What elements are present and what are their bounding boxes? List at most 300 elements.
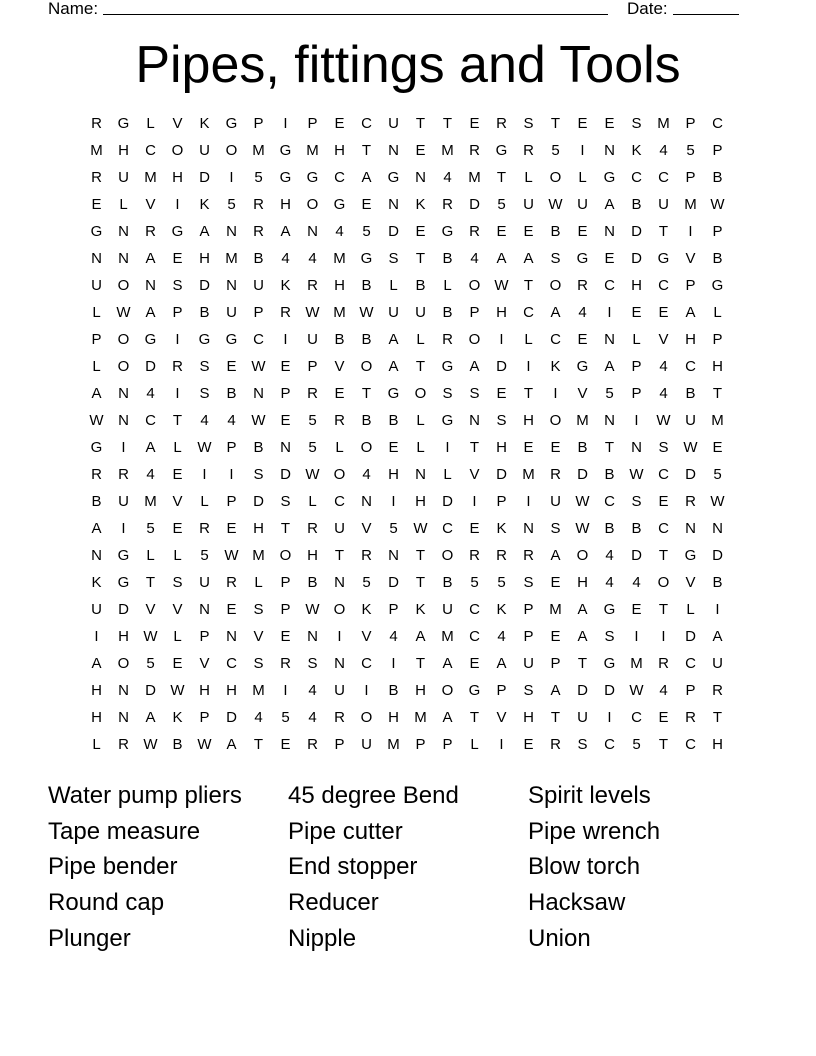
- grid-letter: P: [712, 223, 723, 240]
- grid-letter: G: [711, 277, 724, 294]
- grid-letter: U: [577, 709, 588, 726]
- grid-letter: P: [550, 655, 561, 672]
- grid-letter: V: [361, 628, 372, 645]
- grid-letter: O: [414, 385, 427, 402]
- grid-letter: N: [118, 412, 129, 429]
- grid-letter: V: [253, 628, 264, 645]
- grid-letter: P: [91, 331, 102, 348]
- grid-letter: W: [656, 412, 671, 429]
- grid-row: [83, 653, 731, 680]
- grid-letter: V: [172, 601, 183, 618]
- date-label: Date:: [627, 0, 668, 18]
- grid-letter: T: [712, 385, 723, 402]
- grid-letter: L: [632, 331, 641, 348]
- grid-letter: E: [469, 655, 480, 672]
- grid-letter: G: [576, 250, 589, 267]
- grid-row: [83, 329, 731, 356]
- grid-letter: E: [280, 736, 291, 753]
- grid-letter: W: [89, 412, 104, 429]
- grid-letter: P: [199, 709, 210, 726]
- grid-letter: U: [442, 601, 453, 618]
- grid-letter: B: [226, 385, 237, 402]
- grid-letter: G: [576, 358, 589, 375]
- grid-letter: S: [604, 628, 615, 645]
- grid-letter: P: [469, 304, 480, 321]
- grid-row: [83, 383, 731, 410]
- grid-letter: R: [280, 655, 291, 672]
- grid-letter: R: [307, 277, 318, 294]
- grid-letter: L: [524, 169, 533, 186]
- grid-letter: A: [712, 628, 723, 645]
- word-column: [528, 780, 768, 958]
- grid-letter: H: [712, 736, 723, 753]
- grid-row: [83, 356, 731, 383]
- grid-letter: I: [202, 466, 207, 483]
- grid-row: [83, 572, 731, 599]
- grid-letter: H: [388, 466, 399, 483]
- grid-letter: E: [658, 304, 669, 321]
- grid-letter: 5: [227, 196, 236, 213]
- grid-letter: T: [658, 223, 669, 240]
- grid-letter: 4: [308, 682, 317, 699]
- grid-letter: E: [172, 520, 183, 537]
- grid-letter: 5: [497, 196, 506, 213]
- grid-letter: T: [415, 655, 426, 672]
- grid-letter: C: [361, 655, 372, 672]
- grid-letter: 5: [497, 574, 506, 591]
- grid-letter: P: [685, 682, 696, 699]
- grid-letter: U: [334, 682, 345, 699]
- grid-letter: M: [549, 601, 562, 618]
- grid-letter: B: [253, 439, 264, 456]
- grid-letter: I: [94, 628, 99, 645]
- grid-letter: V: [172, 115, 183, 132]
- grid-letter: G: [603, 601, 616, 618]
- grid-letter: N: [388, 196, 399, 213]
- grid-letter: E: [523, 223, 534, 240]
- grid-letter: V: [658, 331, 669, 348]
- grid-letter: E: [496, 223, 507, 240]
- grid-letter: 5: [551, 142, 560, 159]
- grid-letter: T: [577, 655, 588, 672]
- grid-letter: G: [171, 223, 184, 240]
- grid-letter: G: [198, 331, 211, 348]
- grid-letter: W: [170, 682, 185, 699]
- grid-letter: K: [496, 601, 507, 618]
- grid-letter: O: [549, 169, 562, 186]
- grid-letter: L: [200, 493, 209, 510]
- grid-letter: T: [712, 709, 723, 726]
- grid-letter: 4: [227, 412, 236, 429]
- grid-letter: 5: [200, 547, 209, 564]
- grid-letter: R: [361, 547, 372, 564]
- grid-letter: K: [172, 709, 183, 726]
- grid-letter: P: [226, 439, 237, 456]
- grid-letter: C: [685, 736, 696, 753]
- grid-letter: S: [496, 412, 507, 429]
- grid-letter: L: [578, 169, 587, 186]
- grid-letter: P: [496, 682, 507, 699]
- grid-letter: E: [91, 196, 102, 213]
- grid-letter: N: [91, 547, 102, 564]
- grid-row: [83, 140, 731, 167]
- grid-letter: P: [685, 115, 696, 132]
- grid-letter: 4: [146, 466, 155, 483]
- grid-letter: S: [631, 115, 642, 132]
- grid-letter: S: [253, 655, 264, 672]
- grid-letter: C: [685, 358, 696, 375]
- grid-letter: D: [199, 277, 210, 294]
- grid-letter: A: [145, 709, 156, 726]
- grid-letter: P: [280, 574, 291, 591]
- grid-letter: U: [658, 196, 669, 213]
- date-blank-line[interactable]: [673, 14, 739, 15]
- grid-letter: L: [173, 628, 182, 645]
- grid-letter: W: [143, 628, 158, 645]
- grid-letter: N: [604, 142, 615, 159]
- grid-letter: T: [442, 115, 453, 132]
- grid-letter: R: [469, 547, 480, 564]
- grid-letter: N: [118, 709, 129, 726]
- grid-letter: W: [629, 466, 644, 483]
- grid-row: [83, 599, 731, 626]
- grid-letter: N: [280, 439, 291, 456]
- grid-letter: P: [307, 115, 318, 132]
- grid-letter: R: [334, 412, 345, 429]
- grid-letter: U: [523, 196, 534, 213]
- grid-letter: E: [388, 439, 399, 456]
- grid-letter: L: [92, 736, 101, 753]
- grid-letter: H: [334, 142, 345, 159]
- grid-letter: W: [197, 439, 212, 456]
- grid-letter: G: [360, 250, 373, 267]
- grid-letter: B: [253, 250, 264, 267]
- grid-letter: O: [171, 142, 184, 159]
- grid-letter: E: [469, 520, 480, 537]
- grid-letter: R: [496, 547, 507, 564]
- grid-letter: R: [307, 385, 318, 402]
- grid-letter: W: [710, 493, 725, 510]
- grid-letter: E: [550, 574, 561, 591]
- grid-letter: V: [199, 655, 210, 672]
- grid-letter: I: [229, 169, 234, 186]
- grid-letter: 4: [362, 466, 371, 483]
- grid-row: [83, 707, 731, 734]
- grid-letter: H: [712, 358, 723, 375]
- grid-letter: H: [253, 520, 264, 537]
- grid-letter: H: [307, 547, 318, 564]
- grid-letter: R: [280, 304, 291, 321]
- grid-letter: H: [91, 709, 102, 726]
- grid-letter: T: [415, 115, 426, 132]
- grid-letter: B: [388, 412, 399, 429]
- grid-letter: A: [91, 385, 102, 402]
- grid-letter: C: [253, 331, 264, 348]
- grid-letter: L: [443, 466, 452, 483]
- grid-letter: B: [307, 574, 318, 591]
- grid-letter: E: [280, 628, 291, 645]
- grid-letter: E: [604, 115, 615, 132]
- grid-letter: 4: [578, 304, 587, 321]
- grid-letter: B: [631, 520, 642, 537]
- grid-letter: O: [549, 277, 562, 294]
- grid-letter: 5: [308, 439, 317, 456]
- grid-letter: R: [307, 736, 318, 753]
- grid-letter: K: [415, 196, 426, 213]
- grid-letter: K: [199, 196, 210, 213]
- grid-letter: B: [388, 682, 399, 699]
- grid-letter: M: [630, 655, 643, 672]
- grid-letter: E: [469, 115, 480, 132]
- grid-letter: M: [468, 169, 481, 186]
- grid-letter: H: [523, 709, 534, 726]
- grid-letter: O: [360, 358, 373, 375]
- grid-letter: D: [577, 466, 588, 483]
- grid-letter: O: [360, 709, 373, 726]
- grid-letter: W: [359, 304, 374, 321]
- grid-letter: P: [631, 358, 642, 375]
- grid-letter: S: [631, 493, 642, 510]
- grid-letter: M: [684, 196, 697, 213]
- grid-letter: U: [118, 169, 129, 186]
- grid-letter: L: [470, 736, 479, 753]
- grid-letter: I: [634, 628, 639, 645]
- grid-letter: 5: [362, 574, 371, 591]
- grid-letter: M: [387, 736, 400, 753]
- grid-letter: S: [199, 385, 210, 402]
- grid-letter: I: [121, 520, 126, 537]
- grid-letter: C: [442, 520, 453, 537]
- grid-letter: S: [523, 682, 534, 699]
- grid-letter: D: [496, 358, 507, 375]
- grid-letter: R: [685, 493, 696, 510]
- grid-letter: E: [226, 358, 237, 375]
- grid-letter: A: [604, 358, 615, 375]
- grid-letter: P: [523, 628, 534, 645]
- grid-letter: B: [91, 493, 102, 510]
- grid-letter: I: [499, 736, 504, 753]
- grid-letter: V: [145, 601, 156, 618]
- grid-letter: L: [443, 277, 452, 294]
- grid-letter: G: [306, 169, 319, 186]
- grid-letter: 4: [254, 709, 263, 726]
- grid-letter: D: [226, 709, 237, 726]
- grid-letter: U: [91, 277, 102, 294]
- grid-letter: N: [118, 250, 129, 267]
- grid-letter: D: [469, 196, 480, 213]
- grid-letter: T: [145, 574, 156, 591]
- grid-letter: S: [172, 574, 183, 591]
- grid-letter: H: [199, 682, 210, 699]
- grid-letter: D: [631, 250, 642, 267]
- grid-letter: G: [90, 439, 103, 456]
- grid-letter: G: [279, 142, 292, 159]
- grid-letter: H: [415, 682, 426, 699]
- grid-letter: C: [469, 601, 480, 618]
- grid-letter: P: [172, 304, 183, 321]
- grid-letter: 4: [200, 412, 209, 429]
- grid-letter: K: [415, 601, 426, 618]
- grid-letter: I: [175, 331, 180, 348]
- grid-letter: I: [391, 493, 396, 510]
- grid-row: [83, 410, 731, 437]
- word-item: Blow torch: [528, 853, 641, 881]
- grid-letter: A: [550, 682, 561, 699]
- grid-letter: I: [688, 223, 693, 240]
- grid-letter: I: [283, 115, 288, 132]
- grid-letter: 4: [659, 142, 668, 159]
- grid-letter: E: [334, 385, 345, 402]
- grid-letter: N: [145, 277, 156, 294]
- grid-letter: O: [441, 547, 454, 564]
- grid-letter: 4: [443, 169, 452, 186]
- grid-letter: I: [364, 682, 369, 699]
- grid-letter: T: [334, 547, 345, 564]
- grid-letter: 4: [659, 358, 668, 375]
- grid-letter: N: [334, 655, 345, 672]
- grid-letter: A: [199, 223, 210, 240]
- grid-letter: W: [251, 412, 266, 429]
- grid-letter: I: [607, 709, 612, 726]
- grid-letter: G: [117, 115, 130, 132]
- grid-letter: V: [469, 466, 480, 483]
- grid-letter: W: [197, 736, 212, 753]
- grid-letter: C: [631, 169, 642, 186]
- grid-letter: A: [523, 250, 534, 267]
- grid-letter: T: [523, 385, 534, 402]
- grid-letter: U: [685, 412, 696, 429]
- grid-letter: A: [604, 196, 615, 213]
- grid-letter: L: [92, 304, 101, 321]
- word-search-grid: [83, 113, 731, 761]
- grid-letter: I: [229, 466, 234, 483]
- grid-letter: D: [631, 223, 642, 240]
- grid-letter: U: [523, 655, 534, 672]
- grid-letter: R: [577, 277, 588, 294]
- grid-letter: B: [604, 466, 615, 483]
- grid-letter: T: [469, 439, 480, 456]
- grid-letter: H: [118, 628, 129, 645]
- grid-letter: I: [445, 439, 450, 456]
- grid-letter: R: [172, 358, 183, 375]
- grid-letter: O: [468, 277, 481, 294]
- grid-letter: G: [495, 142, 508, 159]
- word-item: Union: [528, 924, 591, 952]
- grid-letter: E: [172, 466, 183, 483]
- grid-letter: G: [117, 547, 130, 564]
- grid-letter: B: [442, 574, 453, 591]
- grid-letter: S: [550, 520, 561, 537]
- grid-letter: C: [604, 493, 615, 510]
- grid-letter: U: [118, 493, 129, 510]
- grid-letter: H: [496, 439, 507, 456]
- grid-letter: O: [117, 655, 130, 672]
- grid-letter: N: [388, 547, 399, 564]
- grid-letter: S: [577, 736, 588, 753]
- grid-letter: W: [224, 547, 239, 564]
- grid-letter: H: [280, 196, 291, 213]
- grid-letter: G: [441, 358, 454, 375]
- grid-letter: A: [685, 304, 696, 321]
- grid-letter: U: [226, 304, 237, 321]
- grid-letter: K: [496, 520, 507, 537]
- grid-letter: V: [334, 358, 345, 375]
- grid-letter: 4: [497, 628, 506, 645]
- grid-letter: D: [685, 628, 696, 645]
- grid-letter: U: [712, 655, 723, 672]
- grid-letter: 4: [281, 250, 290, 267]
- grid-letter: L: [146, 115, 155, 132]
- grid-letter: M: [414, 709, 427, 726]
- grid-letter: 4: [659, 385, 668, 402]
- grid-letter: W: [629, 682, 644, 699]
- grid-letter: A: [91, 520, 102, 537]
- grid-letter: C: [658, 466, 669, 483]
- grid-letter: L: [308, 493, 317, 510]
- grid-letter: A: [469, 358, 480, 375]
- grid-letter: A: [577, 628, 588, 645]
- grid-letter: D: [712, 547, 723, 564]
- name-blank-line[interactable]: [103, 14, 608, 15]
- grid-letter: T: [415, 547, 426, 564]
- grid-letter: N: [118, 682, 129, 699]
- grid-letter: B: [604, 520, 615, 537]
- grid-letter: S: [523, 115, 534, 132]
- grid-letter: R: [550, 466, 561, 483]
- grid-letter: P: [280, 385, 291, 402]
- grid-letter: G: [603, 655, 616, 672]
- grid-letter: S: [442, 385, 453, 402]
- grid-letter: U: [253, 277, 264, 294]
- grid-letter: T: [280, 520, 291, 537]
- grid-letter: L: [686, 601, 695, 618]
- grid-letter: N: [469, 412, 480, 429]
- grid-letter: K: [199, 115, 210, 132]
- grid-row: [83, 113, 731, 140]
- grid-row: [83, 518, 731, 545]
- grid-letter: A: [388, 358, 399, 375]
- grid-letter: C: [145, 412, 156, 429]
- grid-letter: P: [712, 142, 723, 159]
- grid-row: [83, 734, 731, 761]
- grid-letter: A: [577, 601, 588, 618]
- grid-letter: R: [226, 574, 237, 591]
- grid-letter: B: [415, 277, 426, 294]
- grid-letter: T: [253, 736, 264, 753]
- grid-letter: T: [415, 574, 426, 591]
- grid-letter: L: [119, 196, 128, 213]
- grid-letter: R: [658, 655, 669, 672]
- grid-letter: N: [415, 169, 426, 186]
- grid-row: [83, 464, 731, 491]
- grid-letter: M: [252, 142, 265, 159]
- grid-letter: 4: [308, 250, 317, 267]
- grid-letter: H: [388, 709, 399, 726]
- grid-letter: R: [199, 520, 210, 537]
- grid-letter: L: [416, 439, 425, 456]
- grid-letter: S: [469, 385, 480, 402]
- grid-letter: G: [468, 682, 481, 699]
- grid-letter: A: [415, 628, 426, 645]
- grid-letter: L: [254, 574, 263, 591]
- grid-row: [83, 437, 731, 464]
- grid-letter: T: [604, 439, 615, 456]
- grid-letter: I: [175, 196, 180, 213]
- grid-letter: N: [118, 385, 129, 402]
- grid-letter: T: [415, 250, 426, 267]
- grid-letter: E: [280, 358, 291, 375]
- grid-letter: R: [307, 520, 318, 537]
